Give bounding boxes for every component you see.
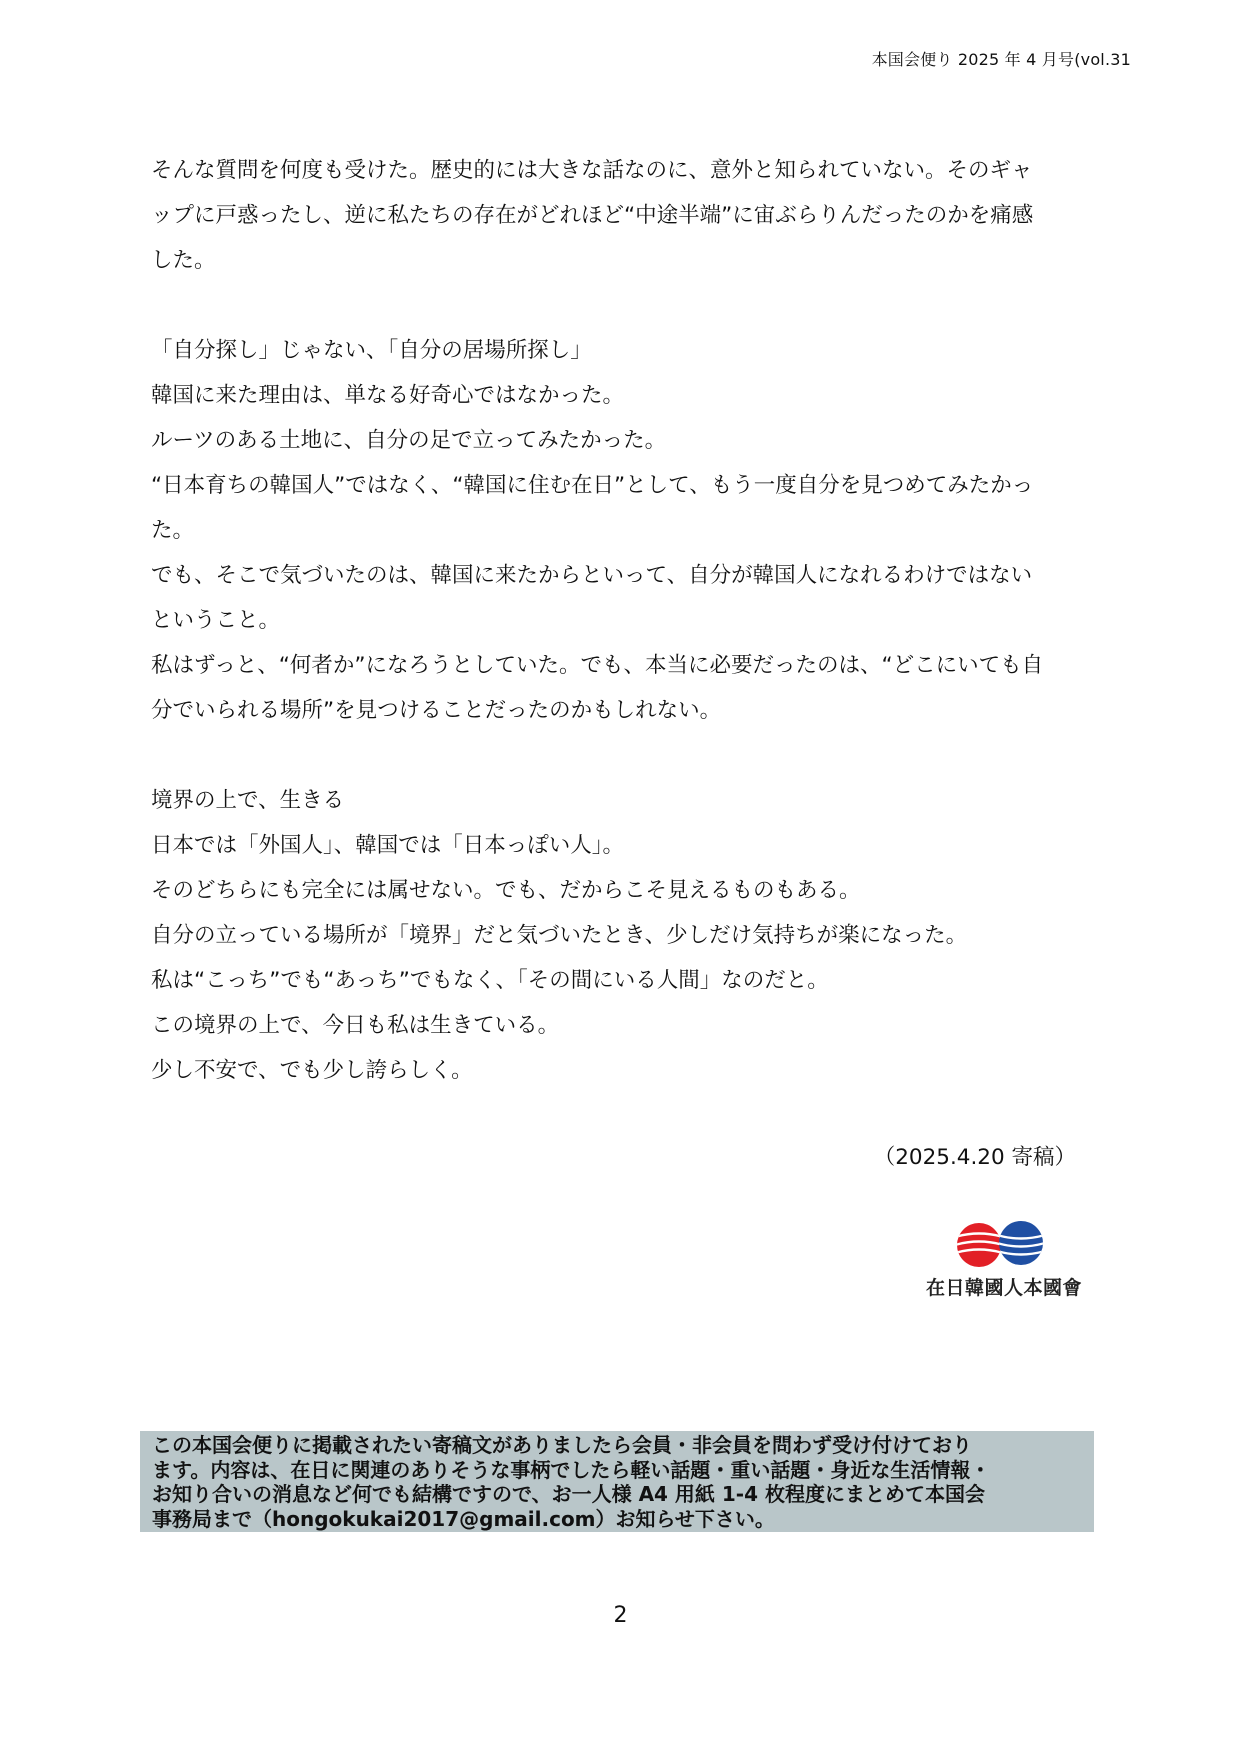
text-line: 韓国に来た理由は、単なる好奇心ではなかった。	[151, 383, 625, 408]
article-paragraph	[151, 148, 1096, 283]
notice-line: この本国会便りに掲載されたい寄稿文がありましたら会員・非会員を問わず受け付けており	[152, 1433, 972, 1457]
section-heading: 境界の上で、生きる	[151, 788, 345, 813]
text-line: ップに戸惑ったし、逆に私たちの存在がどれほど“中途半端”に宙ぶらりんだったのかを痛感	[151, 203, 1034, 228]
text-line: 少し不安で、でも少し誇らしく。	[151, 1058, 473, 1083]
notice-line: お知り合いの消息など何でも結構ですので、お一人様 A4 用紙 1-4 枚程度にまとめて本国会	[152, 1482, 985, 1506]
article-body	[151, 148, 1096, 1093]
text-line: この境界の上で、今日も私は生きている。	[151, 1013, 560, 1038]
text-line: 自分の立っている場所が「境界」だと気づいたとき、少しだけ気持ちが楽になった。	[151, 923, 968, 948]
submission-notice	[140, 1431, 1094, 1532]
article-paragraph	[151, 328, 1096, 733]
text-line: ルーツのある土地に、自分の足で立ってみたかった。	[151, 428, 667, 453]
logo-mark-icon	[955, 1221, 1047, 1269]
section-heading: 「自分探し」じゃない、「自分の居場所探し」	[151, 338, 592, 363]
notice-line: 事務局まで（hongokukai2017@gmail.com）お知らせ下さい。	[152, 1506, 775, 1531]
paragraph-gap	[151, 283, 1096, 328]
text-line: 分でいられる場所”を見つけることだったのかもしれない。	[151, 698, 722, 723]
text-line: ということ。	[151, 608, 281, 633]
logo-blue-circle	[999, 1221, 1043, 1265]
text-line: “日本育ちの韓国人”ではなく、“韓国に住む在日”として、もう一度自分を見つめてみたかっ	[151, 473, 1034, 498]
text-line: でも、そこで気づいたのは、韓国に来たからといって、自分が韓国人になれるわけではない	[151, 563, 1033, 588]
contribution-date: （2025.4.20 寄稿）	[873, 1145, 1076, 1170]
page-number: 2	[613, 1603, 628, 1628]
paragraph-gap	[151, 733, 1096, 778]
text-line: した。	[151, 248, 216, 273]
text-line: そんな質問を何度も受けた。歴史的には大きな話なのに、意外と知られていない。そのギャ	[151, 158, 1033, 183]
text-line: た。	[151, 518, 195, 543]
article-paragraph	[151, 778, 1096, 1093]
text-line: 日本では「外国人」、韓国では「日本っぽい人」。	[151, 833, 625, 858]
notice-line: ます。内容は、在日に関連のありそうな事柄でしたら軽い話題・重い話題・身近な生活情報・	[152, 1457, 991, 1482]
logo-red-circle	[957, 1223, 1001, 1267]
text-line: 私は“こっち”でも“あっち”でもなく、「その間にいる人間」なのだと。	[151, 968, 829, 993]
running-header: 本国会便り 2025 年 4 月号(vol.31	[871, 50, 1131, 69]
organization-logo	[919, 1221, 1089, 1301]
logo-org-name: 在日韓國人本國會	[925, 1277, 1082, 1299]
text-line: 私はずっと、“何者か”になろうとしていた。でも、本当に必要だったのは、“どこにいても自	[151, 653, 1044, 678]
text-line: そのどちらにも完全には属せない。でも、だからこそ見えるものもある。	[151, 878, 861, 903]
